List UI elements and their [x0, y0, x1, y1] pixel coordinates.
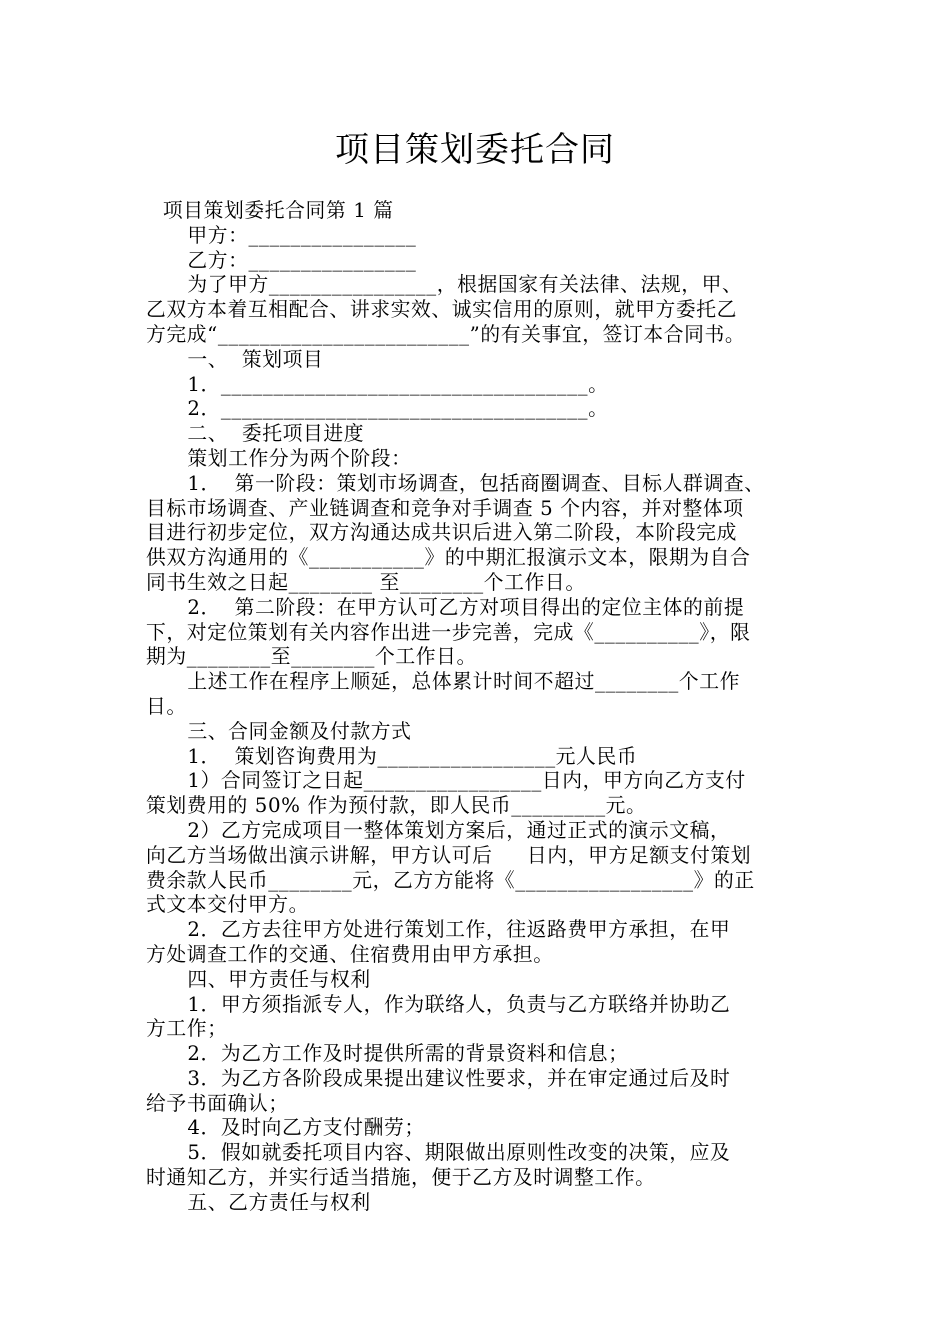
- paragraph-line: 日。: [146, 694, 187, 718]
- paragraph-line: 乙双方本着互相配合、讲求实效、诚实信用的原则，就甲方委托乙: [146, 298, 738, 322]
- paragraph-line: 2． 第二阶段：在甲方认可乙方对项目得出的定位主体的前提: [146, 595, 745, 619]
- party-b-line: 乙方：________________: [146, 248, 417, 272]
- paragraph-line: 1． 第一阶段：策划市场调查，包括商圈调查、目标人群调查、: [146, 471, 765, 495]
- section-heading: 一、 策划项目: [146, 347, 324, 371]
- paragraph-line: 期为________至________个工作日。: [146, 645, 477, 669]
- paragraph-line: 费余款人民币________元，乙方方能将《_________________》的正: [146, 868, 755, 892]
- party-a-line: 甲方：________________: [146, 223, 417, 247]
- paragraph-line: 2．为乙方工作及时提供所需的背景资料和信息；: [146, 1042, 629, 1066]
- paragraph-line: 式文本交付甲方。: [146, 893, 310, 917]
- document-body: [146, 199, 818, 1216]
- paragraph-line: 1）合同签订之日起_________________日内，甲方向乙方支付: [146, 769, 746, 793]
- list-item: 2．___________________________________。: [146, 397, 609, 421]
- paragraph-line: 方工作；: [146, 1017, 228, 1041]
- list-item: 1．___________________________________。: [146, 372, 609, 396]
- section-heading: 项目策划委托合同第 1 篇: [156, 199, 394, 222]
- paragraph-line: 3．为乙方各阶段成果提出建议性要求，并在审定通过后及时: [146, 1066, 731, 1090]
- paragraph-line: 同书生效之日起________ 至________个工作日。: [146, 570, 586, 594]
- paragraph-line: 向乙方当场做出演示讲解，甲方认可后 日内，甲方足额支付策划: [146, 843, 752, 867]
- section-heading: 三、合同金额及付款方式: [146, 719, 412, 743]
- paragraph-line: 5．假如就委托项目内容、期限做出原则性改变的决策，应及: [146, 1141, 731, 1165]
- section-heading: 五、乙方责任与权利: [146, 1190, 371, 1214]
- paragraph-line: 时通知乙方，并实行适当措施，便于乙方及时调整工作。: [146, 1166, 656, 1190]
- paragraph-line: 2．乙方去往甲方处进行策划工作，往返路费甲方承担，在甲: [146, 918, 731, 942]
- paragraph-line: 给予书面确认；: [146, 1091, 289, 1115]
- paragraph-line: 策划工作分为两个阶段：: [146, 446, 412, 470]
- paragraph-line: 下，对定位策划有关内容作出进一步完善，完成《__________》，限: [146, 620, 751, 644]
- paragraph-line: 策划费用的 50% 作为预付款，即人民币_________元。: [146, 794, 647, 818]
- document-title: 项目策划委托合同: [335, 130, 615, 170]
- paragraph-line: 2）乙方完成项目一整体策划方案后，通过正式的演示文稿，: [146, 818, 731, 842]
- paragraph-line: 4．及时向乙方支付酬劳；: [146, 1116, 425, 1140]
- section-heading: 二、 委托项目进度: [146, 422, 365, 446]
- paragraph-line: 为了甲方________________，根据国家有关法律、法规，甲、: [146, 273, 743, 297]
- paragraph-line: 目标市场调查、产业链调查和竞争对手调查 5 个内容，并对整体项: [146, 496, 744, 520]
- paragraph-line: 方完成“________________________”的有关事宜，签订本合同书。: [146, 322, 746, 346]
- paragraph-line: 1． 策划咨询费用为_________________元人民币: [146, 744, 638, 768]
- section-heading: 四、甲方责任与权利: [146, 967, 371, 991]
- paragraph-line: 上述工作在程序上顺延，总体累计时间不超过________个工作: [146, 670, 741, 694]
- paragraph-line: 方处调查工作的交通、住宿费用由甲方承担。: [146, 942, 554, 966]
- paragraph-line: 目进行初步定位，双方沟通达成共识后进入第二阶段，本阶段完成: [146, 521, 738, 545]
- paragraph-line: 供双方沟通用的《___________》的中期汇报演示文本，限期为自合: [146, 546, 751, 570]
- paragraph-line: 1．甲方须指派专人，作为联络人，负责与乙方联络并协助乙: [146, 992, 731, 1016]
